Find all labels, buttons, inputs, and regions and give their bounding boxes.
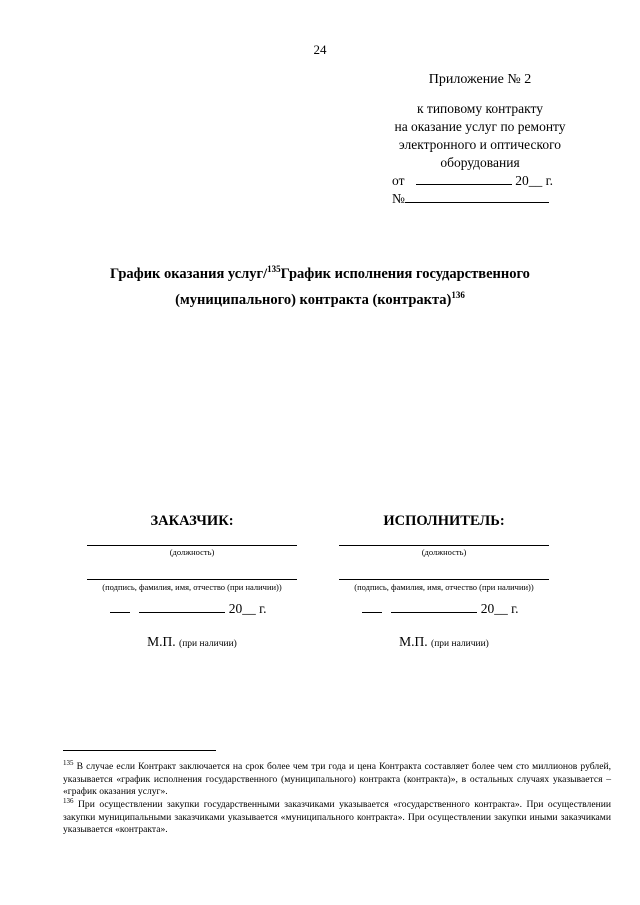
- appendix-line-2: на оказание услуг по ремонту: [394, 119, 566, 134]
- appendix-line-1: к типовому контракту: [417, 101, 543, 116]
- customer-heading: ЗАКАЗЧИК:: [150, 513, 234, 529]
- customer-seal: М.П. (при наличии): [147, 634, 237, 649]
- document-title: [60, 259, 580, 311]
- footnote-136: [63, 795, 611, 836]
- footnote-separator: [63, 750, 216, 751]
- footnote-136-text: При осуществлении закупки государственными заказчиками указывается «государственного контракта». При осуществлении закупки муниципальными заказчиками указывается «муниципального контракта». При осуществлении закупки иными заказчиками указывается «контракта».: [63, 799, 611, 835]
- customer-position-line: [87, 545, 297, 546]
- customer-signature-line: [87, 579, 297, 580]
- appendix-date-row: [392, 172, 553, 189]
- customer-signature-caption: (подпись, фамилия, имя, отчество (при наличии)): [102, 582, 282, 592]
- date-year: 20__ г.: [515, 173, 553, 188]
- title-line-2: (муниципального) контракта (контракта)$^{136}$: [175, 289, 465, 308]
- contractor-seal-note: (при наличии): [431, 639, 489, 649]
- customer-date-year: 20__ г.: [228, 601, 267, 616]
- appendix-reference: [360, 100, 600, 172]
- contractor-signature-caption: (подпись, фамилия, имя, отчество (при наличии)): [354, 582, 534, 592]
- contractor-position-line: [339, 545, 549, 546]
- customer-month-blank: [139, 600, 225, 613]
- page-number: 24: [313, 42, 327, 57]
- contractor-seal: М.П. (при наличии): [399, 634, 489, 649]
- contractor-day-blank: [362, 600, 382, 613]
- footnote-135: [63, 757, 611, 798]
- contractor-signature-line: [339, 579, 549, 580]
- contractor-heading: ИСПОЛНИТЕЛЬ:: [383, 513, 505, 529]
- customer-seal-note: (при наличии): [179, 639, 237, 649]
- contractor-date-year: 20__ г.: [480, 601, 519, 616]
- appendix-line-3: электронного и оптического: [398, 137, 562, 152]
- title-line-1: График оказания услуг/$^{135}$График исполнения государственного: [110, 264, 530, 282]
- footnote-ref-135: 135: [267, 264, 281, 274]
- contractor-date-row: [362, 600, 519, 617]
- appendix-number-row: [392, 190, 549, 207]
- contractor-position-caption: (должность): [421, 547, 467, 557]
- contractor-month-blank: [391, 600, 477, 613]
- number-blank: [405, 190, 549, 203]
- date-prefix: от: [392, 173, 405, 188]
- footnote-135-ref: 135: [63, 759, 74, 767]
- number-prefix: №: [392, 191, 405, 206]
- date-blank: [416, 172, 512, 185]
- customer-date-row: [110, 600, 267, 617]
- customer-day-blank: [110, 600, 130, 613]
- appendix-title: Приложение № 2: [428, 72, 532, 87]
- footnote-ref-136: 136: [451, 289, 465, 300]
- customer-position-caption: (должность): [169, 547, 215, 557]
- appendix-line-4: оборудования: [440, 155, 520, 170]
- footnote-135-text: В случае если Контракт заключается на срок более чем три года и цена Контракта составляет более чем сто миллионов рублей, указывается «график исполнения государственного (муниципального) контракта (контракта)», в остальных случаях указывается – «график оказания услуг».: [63, 761, 611, 797]
- footnote-136-ref: 136: [63, 797, 74, 805]
